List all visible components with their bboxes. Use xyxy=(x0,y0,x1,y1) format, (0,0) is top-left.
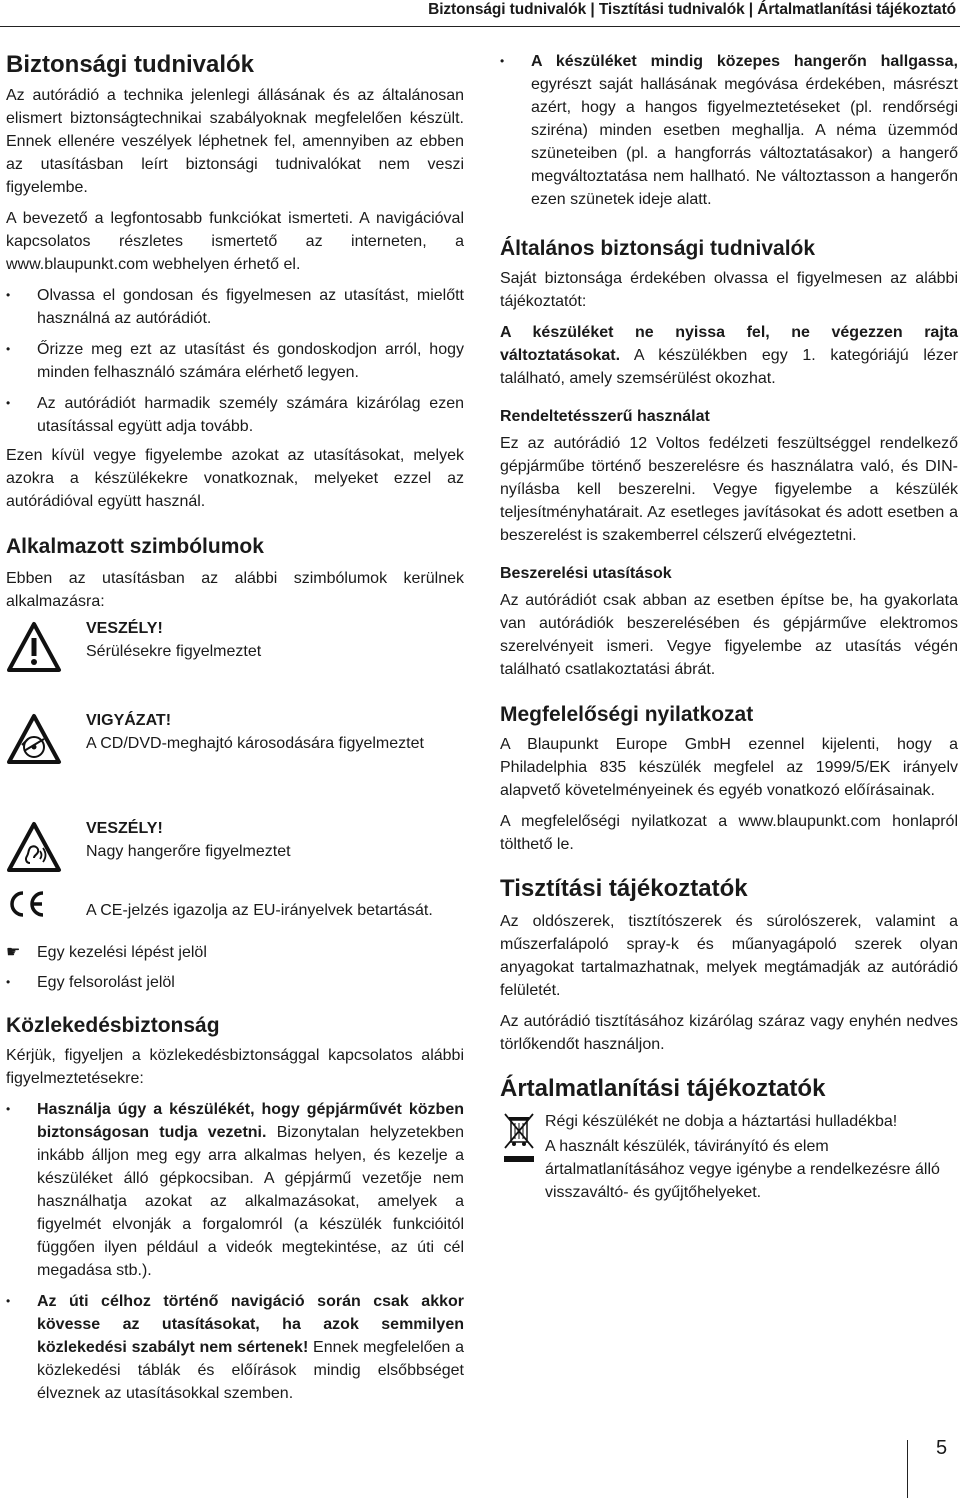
cleaning-paragraph-2: Az autórádió tisztításához kizárólag száraz vagy enyhén nedves törlőkendőt használjon. xyxy=(500,1013,958,1053)
disposal-block xyxy=(500,1110,958,1204)
pointing-hand-icon: ☛ xyxy=(6,944,21,961)
traffic-bullet-1-text: Bizonytalan helyzetekben inkább álljon meg egy arra alkalmas helyen, és kezelje a készüléket álló gépkocsiban. A gépjármű vezetője nem használhatja azokat az alkalmazásokat, amelyek a figyelmét elvonják a forgalomról (a készülék funkcióitól függően ilyen például a videók megtekintése, az úti cél megadása stb.). xyxy=(37,1124,464,1279)
symbol-caution xyxy=(6,709,464,817)
loud-volume-warning-icon xyxy=(6,821,62,878)
right-column xyxy=(500,50,958,1214)
symbols-intro: Ebben az utasításban az alábbi szimbólumok kerülnek alkalmazásra: xyxy=(6,570,464,610)
page-number-divider xyxy=(907,1440,908,1498)
warning-exclamation-icon xyxy=(6,621,62,678)
general-safety-title: Általános biztonsági tudnivalók xyxy=(500,237,816,260)
volume-bullet xyxy=(500,50,958,211)
cd-dvd-warning-icon xyxy=(6,713,62,770)
usage-title: Rendeltetésszerű használat xyxy=(500,408,710,425)
step-marker-text: Egy kezelési lépést jelöl xyxy=(37,944,207,961)
list-item: • Őrizze meg ezt az utasítást és gondoskodjon arról, hogy minden felhasználó számára elérhető legyen. xyxy=(6,338,464,384)
left-column xyxy=(6,50,464,1405)
safety-title: Biztonsági tudnivalók xyxy=(6,51,255,78)
conformity-title: Megfelelőségi nyilatkozat xyxy=(500,703,754,726)
intro-bullets xyxy=(6,284,464,438)
symbol-text: Nagy hangerőre figyelmeztet xyxy=(86,843,291,860)
install-title: Beszerelési utasítások xyxy=(500,565,672,582)
conformity-paragraph-1: A Blaupunkt Europe GmbH ezennel kijelenti, hogy a Philadelphia 835 készülék megfelel az 1999/5/EK irányelv alapvető követelményeinek és egyéb vonatkozó előírásainak. xyxy=(500,736,958,799)
symbol-volume xyxy=(6,817,464,883)
symbols-title: Alkalmazott szimbólumok xyxy=(6,535,264,558)
crossed-out-bin-icon xyxy=(502,1112,536,1169)
symbol-title: VESZÉLY! xyxy=(86,620,163,637)
list-item: • Az autórádiót harmadik személy számára kizárólag ezen utasítással együtt adja tovább. xyxy=(6,392,464,438)
install-paragraph: Az autórádiót csak abban az esetben építse be, ha gyakorlata van autórádiók beszerelésében és gépjárműve elektromos szerelvényeit ismeri. Vegye figyelembe az utasítás végén található csatlakoztatási ábrát. xyxy=(500,592,958,678)
traffic-title: Közlekedésbiztonság xyxy=(6,1014,220,1037)
usage-paragraph: Ez az autórádió 12 Voltos fedélzeti feszültséggel rendelkező gépjárműbe történő beszerelésre és használatra való, és DIN-nyílásba kell beszerelni. Vegye figyelembe a készülék teljesítményhatárait. Az esetleges javításokat és adott esetben a beszerelést is szakemberrel célszerű elvégeztetni. xyxy=(500,435,958,544)
traffic-bullet-2-text: Ennek megfelelően a közlekedési táblák és előírások mindig elsőbbséget élveznek az utasításokkal szemben. xyxy=(37,1339,464,1402)
symbol-title: VESZÉLY! xyxy=(86,820,163,837)
bullet-marker-item: • Egy felsorolást jelöl xyxy=(6,971,464,994)
step-marker-item xyxy=(6,941,464,964)
traffic-bullet-1-bold: Használja úgy a készülékét, hogy gépjárművét közben biztonságosan tudja vezetni. xyxy=(37,1101,464,1141)
page-header xyxy=(0,0,960,27)
cleaning-title: Tisztítási tájékoztatók xyxy=(500,875,748,902)
traffic-bullets xyxy=(6,1098,464,1405)
conformity-paragraph-2: A megfelelőségi nyilatkozat a www.blaupunkt.com honlapról tölthető le. xyxy=(500,813,958,853)
breadcrumb: Biztonsági tudnivalók | Tisztítási tudnivalók | Ártalmatlanítási tájékoztató xyxy=(428,1,956,18)
general-paragraph-2 xyxy=(500,321,958,390)
disposal-paragraph-1: Régi készülékét ne dobja a háztartási hulladékba! xyxy=(545,1113,898,1130)
list-item xyxy=(6,1290,464,1405)
intro-paragraph-1: Az autórádió a technika jelenlegi állásának és az általánosan elismert biztonságtechnikai szabályoknak megfelelően készült. Ennek ellenére veszélyek léphetnek fel, amennyiben az ebben az utasításban leírt biztonsági tudnivalókat nem veszi figyelembe. xyxy=(6,87,464,196)
symbol-text: A CE-jelzés igazolja az EU-irányelvek betartását. xyxy=(86,902,433,919)
cleaning-paragraph-1: Az oldószerek, tisztítószerek és súrolószerek, valamint a műszerfalápoló spray-k és műanyagápoló szerek olyan anyagokat tartalmazhatnak, melyek megtámadják az autórádió felületét. xyxy=(500,913,958,999)
list-item: • Olvassa el gondosan és figyelmesen az utasítást, mielőtt használná az autórádiót. xyxy=(6,284,464,330)
traffic-bullet-2-bold: Az úti célhoz történő navigáció során csak akkor kövesse az utasításokat, ha azok semmilyen közlekedési szabályt nem sértenek! xyxy=(37,1293,464,1356)
symbol-text: Sérülésekre figyelmeztet xyxy=(86,643,262,660)
symbol-title: VIGYÁZAT! xyxy=(86,712,172,729)
traffic-intro: Kérjük, figyeljen a közlekedésbiztonsággal kapcsolatos alábbi figyelmeztetésekre: xyxy=(6,1047,464,1087)
disposal-title: Ártalmatlanítási tájékoztatók xyxy=(500,1075,826,1102)
general-bold: A készüléket ne nyissa fel, ne végezzen rajta változtatásokat. xyxy=(500,324,958,364)
intro-paragraph-2: A bevezető a legfontosabb funkciókat ismerteti. A navigációval kapcsolatos részletes ismertető az interneten, a www.blaupunkt.com webhelyen érhető el. xyxy=(6,210,464,273)
symbol-danger xyxy=(6,617,464,709)
volume-text: egyrészt saját hallásának megóvása érdekében, másrészt azért, hogy a hangos figyelmeztetéseket (pl. rendőrségi sziréna) minden esetben meghallja. A néma üzemmód szüneteiben (pl. a hangforrás változtatásakor) a hangerő megváltoztatása nem hallható. Ne változtasson a hangerőn ezen szünetek ideje alatt. xyxy=(531,76,958,208)
page-number: 5 xyxy=(936,1437,948,1459)
ce-mark-icon xyxy=(6,889,46,924)
volume-bold: A készüléket mindig közepes hangerőn hallgassa, xyxy=(531,53,958,70)
intro-paragraph-3: Ezen kívül vegye figyelembe azokat az utasításokat, melyek azokra a készülékekre vonatkoznak, melyeket ezzel az autórádióval együtt használ. xyxy=(6,447,464,510)
disposal-paragraph-2: A használt készülék, távirányító és elem ártalmatlanításához vegye igénybe a rendelkezésre álló visszaváltó- és gyűjtőhelyeket. xyxy=(545,1138,940,1201)
markers-legend xyxy=(6,941,464,994)
symbol-text: A CD/DVD-meghajtó károsodására figyelmeztet xyxy=(86,735,424,752)
list-item xyxy=(500,50,958,211)
symbol-ce xyxy=(6,883,464,935)
general-text: A készülékben egy 1. kategóriájú lézer található, amely szemsérülést okozhat. xyxy=(500,347,958,387)
general-paragraph-1: Saját biztonsága érdekében olvassa el figyelmesen az alábbi tájékoztatót: xyxy=(500,270,958,310)
list-item xyxy=(6,1098,464,1282)
